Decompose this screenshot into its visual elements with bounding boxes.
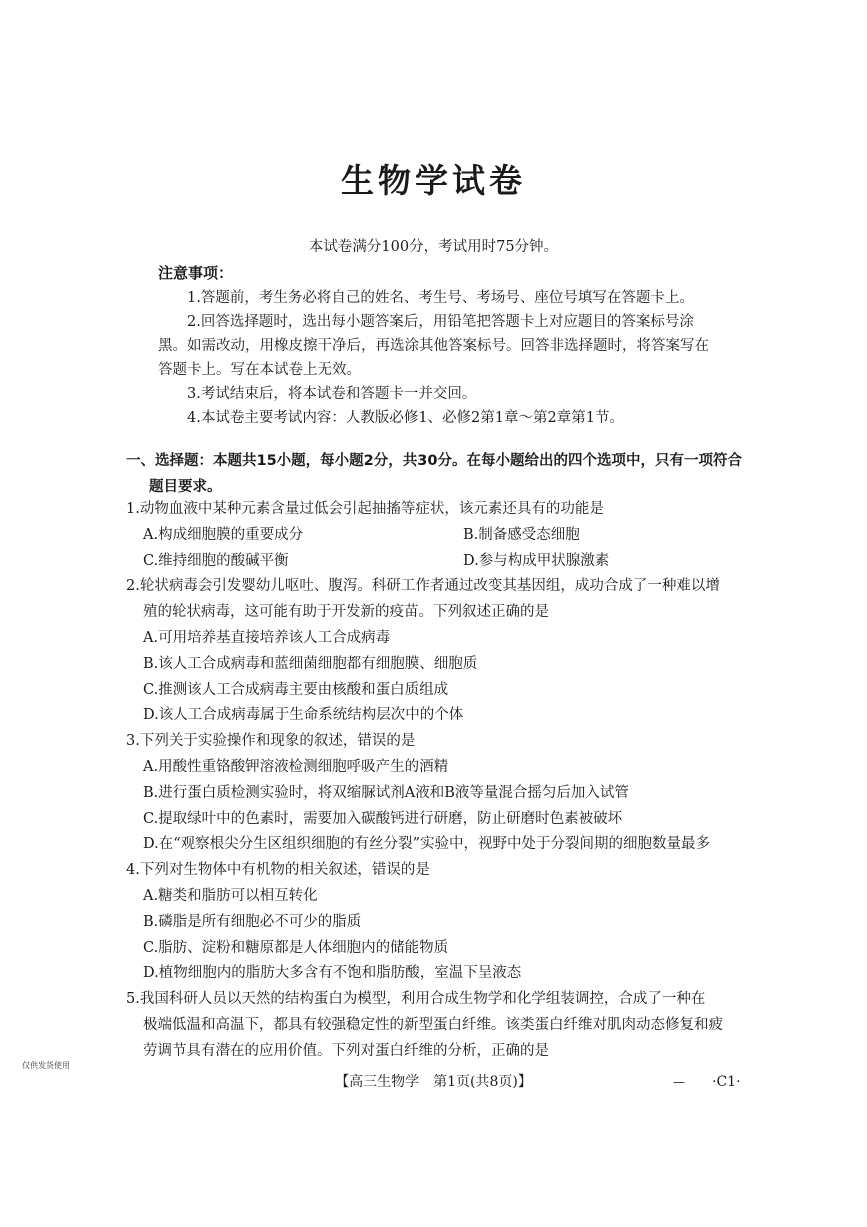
option-b: B.制备感受态细胞 — [463, 526, 580, 543]
question-stem-line: 殖的轮状病毒，这可能有助于开发新的疫苗。下列叙述正确的是 — [143, 604, 549, 621]
section-heading-line: 一、选择题：本题共15小题，每小题2分，共30分。在每小题给出的四个选项中，只有一项符合 — [126, 453, 742, 469]
question-5 — [126, 987, 751, 1064]
option-d: D.该人工合成病毒属于生命系统结构层次中的个体 — [143, 707, 464, 724]
option-b: B.进行蛋白质检测实验时，将双缩脲试剂A液和B液等量混合摇匀后加入试管 — [143, 784, 629, 801]
page-title: 生物学试卷 — [341, 161, 526, 200]
note-line: 3.考试结束后，将本试卷和答题卡一并交回。 — [187, 386, 477, 402]
notes-list — [158, 286, 743, 430]
option-d: D.参与构成甲状腺激素 — [463, 552, 610, 569]
question-2 — [126, 574, 751, 729]
question-stem-line: 2.轮状病毒会引发婴幼儿呕吐、腹泻。科研工作者通过改变其基因组，成功合成了一种难以增 — [126, 578, 720, 595]
question-3 — [126, 729, 751, 858]
note-line: 答题卡上。写在本试卷上无效。 — [158, 362, 361, 378]
page-footer: 【高三生物学 第1页(共8页)】 — [335, 1074, 532, 1090]
option-d: D.在“观察根尖分生区组织细胞的有丝分裂”实验中，视野中处于分裂间期的细胞数量最多 — [143, 836, 711, 853]
question-list — [126, 497, 751, 1065]
notes-heading: 注意事项： — [158, 264, 234, 282]
option-c: C.维持细胞的酸碱平衡 — [143, 552, 289, 569]
question-4 — [126, 858, 751, 987]
question-stem-line: 劳调节具有潜在的应用价值。下列对蛋白纤维的分析，正确的是 — [143, 1042, 549, 1059]
question-1 — [126, 497, 751, 574]
option-c: C.推测该人工合成病毒主要由核酸和蛋白质组成 — [143, 681, 449, 698]
option-b: B.该人工合成病毒和蓝细菌细胞都有细胞膜、细胞质 — [143, 655, 478, 672]
exam-info: 本试卷满分100分，考试用时75分钟。 — [308, 239, 559, 255]
question-stem: 4.下列对生物体中有机物的相关叙述，错误的是 — [126, 862, 430, 879]
note-line: 2.回答选择题时，选出每小题答案后，用铅笔把答题卡上对应题目的答案标号涂 — [187, 314, 694, 330]
option-c: C.提取绿叶中的色素时，需要加入碳酸钙进行研磨，防止研磨时色素被破坏 — [143, 810, 623, 827]
option-a: A.构成细胞膜的重要成分 — [143, 526, 304, 543]
note-line: 1.答题前，考生务必将自己的姓名、考生号、考场号、座位号填写在答题卡上。 — [187, 290, 694, 306]
question-stem: 1.动物血液中某种元素含量过低会引起抽搐等症状，该元素还具有的功能是 — [126, 501, 604, 517]
paper-code: ·C1· — [712, 1074, 741, 1090]
section-heading-line: 题目要求。 — [149, 479, 222, 495]
usage-note: 仅供发货使用 — [22, 1061, 70, 1070]
question-stem — [126, 574, 751, 626]
option-b: B.磷脂是所有细胞必不可少的脂质 — [143, 913, 362, 930]
option-a: A.用酸性重铬酸钾溶液检测细胞呼吸产生的酒精 — [143, 758, 449, 775]
option-a: A.可用培养基直接培养该人工合成病毒 — [143, 629, 391, 646]
question-stem-line: 5.我国科研人员以天然的结构蛋白为模型，利用合成生物学和化学组装调控，合成了一种在 — [126, 991, 706, 1008]
footer-mark: — — [673, 1075, 685, 1089]
option-c: C.脂肪、淀粉和糖原都是人体细胞内的储能物质 — [143, 939, 449, 956]
option-d: D.植物细胞内的脂肪大多含有不饱和脂肪酸，室温下呈液态 — [143, 965, 522, 982]
question-stem-line: 极端低温和高温下，都具有较强稳定性的新型蛋白纤维。该类蛋白纤维对肌肉动态修复和疲 — [143, 1016, 723, 1033]
option-a: A.糖类和脂肪可以相互转化 — [143, 887, 318, 904]
question-stem — [126, 987, 751, 1064]
section-heading — [126, 448, 751, 500]
question-stem: 3.下列关于实验操作和现象的叙述，错误的是 — [126, 733, 416, 750]
note-line: 黑。如需改动，用橡皮擦干净后，再选涂其他答案标号。回答非选择题时，将答案写在 — [158, 338, 709, 354]
note-line: 4.本试卷主要考试内容：人教版必修1、必修2第1章～第2章第1节。 — [187, 410, 624, 426]
